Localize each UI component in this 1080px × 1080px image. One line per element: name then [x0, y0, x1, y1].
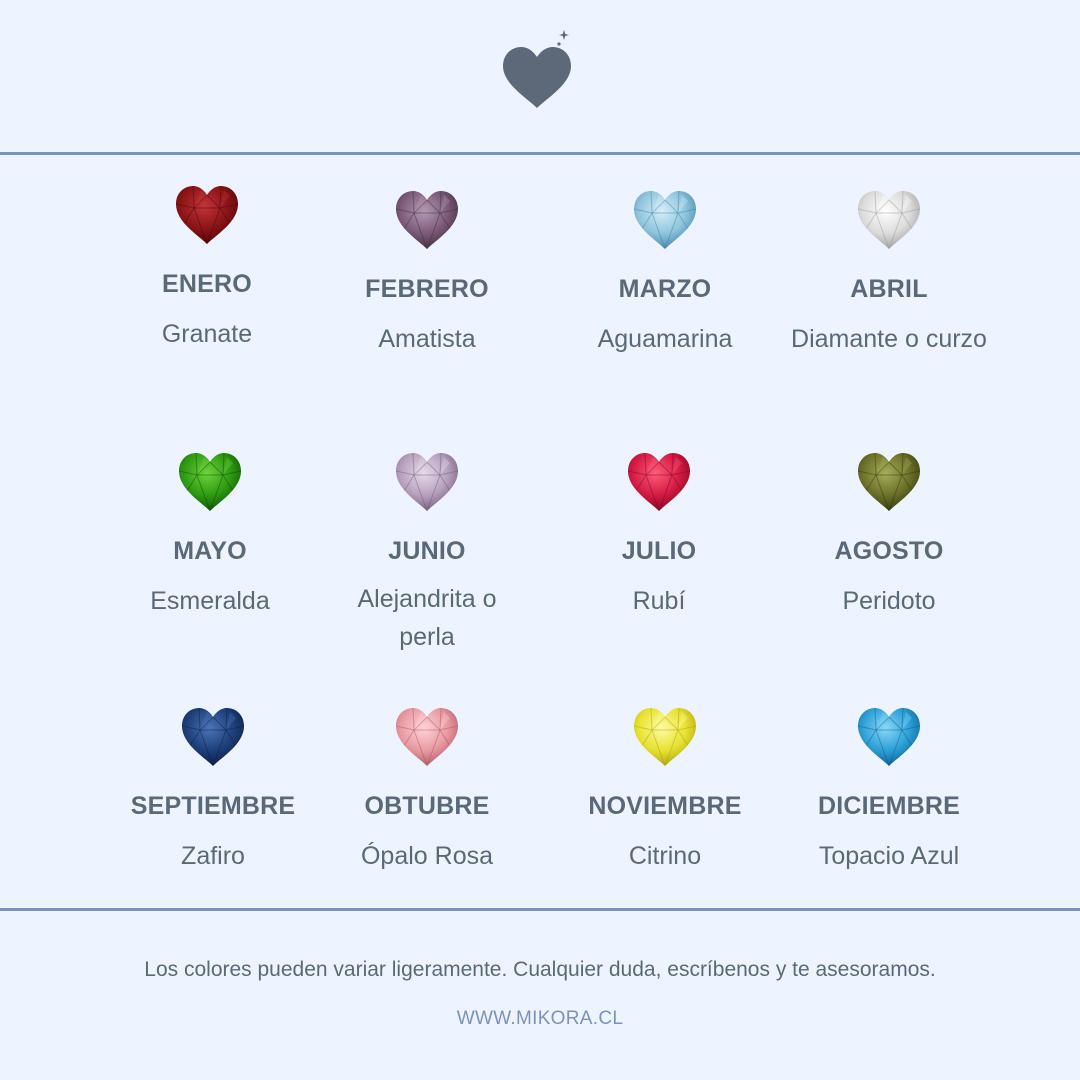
month-name: FEBRERO: [365, 275, 489, 303]
month-cell-junio: [307, 451, 547, 656]
gem-heart-icon: [394, 189, 460, 251]
month-name: MARZO: [618, 275, 712, 303]
month-name: JUNIO: [388, 537, 466, 565]
month-name: NOVIEMBRE: [588, 792, 742, 820]
stone-name: Topacio Azul: [818, 842, 960, 870]
month-name: OBTUBRE: [364, 792, 490, 820]
stone-name: Diamante o curzo: [791, 325, 987, 353]
heart-with-sparkle-icon: [497, 28, 577, 110]
month-cell-julio: [539, 451, 779, 620]
month-cell-noviembre: [545, 706, 785, 875]
month-cell-agosto: [769, 451, 1009, 620]
month-name: DICIEMBRE: [817, 792, 961, 820]
bottom-divider: [0, 908, 1080, 911]
gem-heart-icon: [394, 451, 460, 513]
gem-heart-icon: [632, 706, 698, 768]
gem-heart-icon: [856, 706, 922, 768]
gem-heart-icon: [394, 706, 460, 768]
month-name: SEPTIEMBRE: [130, 792, 296, 820]
gem-heart-icon: [856, 451, 922, 513]
month-cell-obtubre: [307, 706, 547, 875]
month-name: ENERO: [162, 270, 252, 298]
stone-name: Citrino: [628, 842, 702, 870]
disclaimer-text: Los colores pueden variar ligeramente. Cualquier duda, escríbenos y te asesoramos.: [144, 958, 936, 981]
month-cell-febrero: [307, 189, 547, 358]
gem-heart-icon: [626, 451, 692, 513]
month-cell-enero: [87, 184, 327, 353]
stone-name: Zafiro: [181, 842, 245, 870]
stone-name: Esmeralda: [150, 587, 270, 615]
month-cell-mayo: [90, 451, 330, 620]
gem-heart-icon: [632, 189, 698, 251]
stone-name: Amatista: [378, 325, 476, 353]
gem-heart-icon: [174, 184, 240, 246]
stone-name: Aguamarina: [597, 325, 733, 353]
month-name: AGOSTO: [834, 537, 944, 565]
stone-name: Alejandrita o perla: [357, 585, 497, 651]
stone-name: Granate: [161, 320, 253, 348]
stone-name: Rubí: [632, 587, 686, 615]
month-cell-septiembre: [93, 706, 333, 875]
gem-heart-icon: [177, 451, 243, 513]
gem-heart-icon: [180, 706, 246, 768]
stone-name: Peridoto: [842, 587, 936, 615]
stone-name: Ópalo Rosa: [360, 842, 494, 870]
top-divider: [0, 152, 1080, 155]
month-name: JULIO: [621, 537, 697, 565]
month-name: ABRIL: [850, 275, 928, 303]
month-cell-marzo: [545, 189, 785, 358]
gem-heart-icon: [856, 189, 922, 251]
month-cell-abril: [769, 189, 1009, 358]
month-name: MAYO: [173, 537, 247, 565]
website-link[interactable]: WWW.MIKORA.CL: [456, 1008, 624, 1029]
month-cell-diciembre: [769, 706, 1009, 875]
